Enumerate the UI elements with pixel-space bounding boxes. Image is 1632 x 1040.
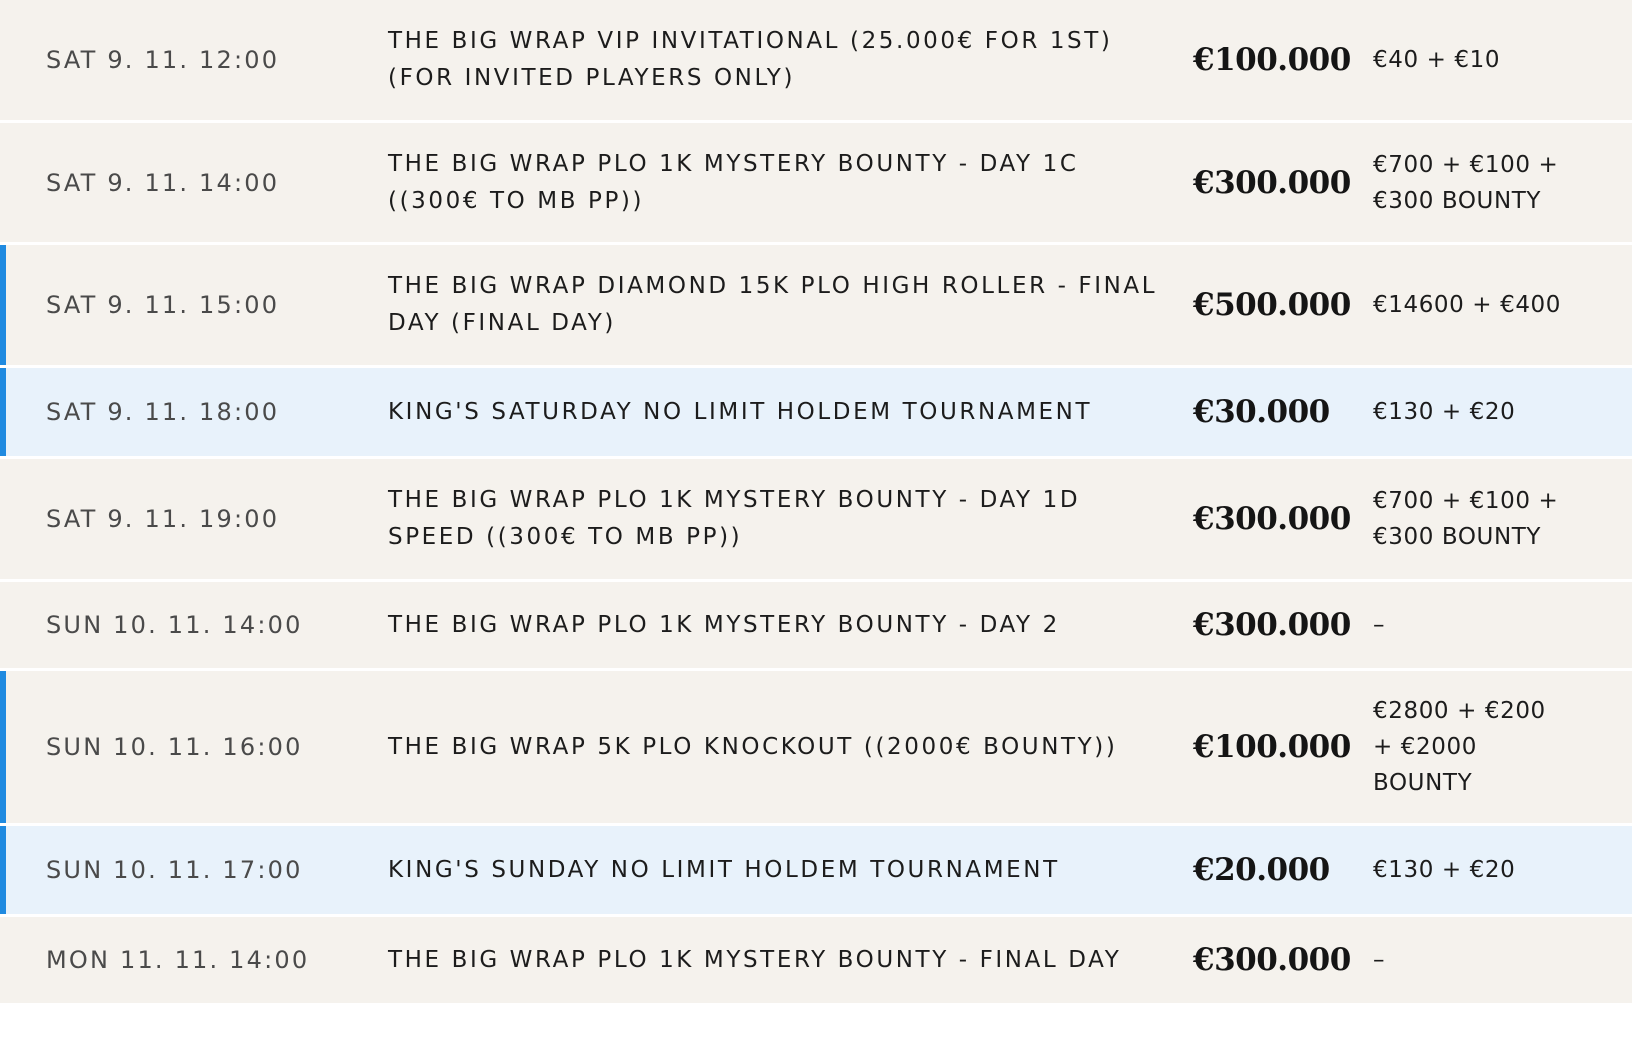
event-buy-in: €130 + €20 — [1373, 857, 1516, 883]
event-buy-in: €14600 + €400 — [1373, 292, 1562, 318]
event-date: SAT 9. 11. 19:00 — [46, 505, 280, 533]
event-date: SAT 9. 11. 18:00 — [46, 398, 280, 426]
event-buy-in: €700 + €100 + €300 BOUNTY — [1373, 488, 1559, 550]
table-row[interactable] — [0, 0, 1632, 120]
row-accent-bar — [0, 368, 6, 456]
event-date: SAT 9. 11. 14:00 — [46, 168, 280, 197]
table-row[interactable] — [0, 459, 1632, 579]
event-date: MON 11. 11. 14:00 — [46, 946, 310, 974]
table-row[interactable] — [0, 123, 1632, 242]
event-date: SUN 10. 11. 14:00 — [46, 611, 303, 639]
event-name: THE BIG WRAP PLO 1K MYSTERY BOUNTY - DAY 1D SPEED ((300€ TO MB PP)) — [388, 487, 1081, 550]
event-prize-pool: €300.000 — [1193, 942, 1351, 978]
event-prize-pool: €20.000 — [1193, 852, 1330, 888]
event-buy-in: €2800 + €200 + €2000 BOUNTY — [1373, 698, 1546, 796]
event-buy-in: €40 + €10 — [1373, 47, 1501, 73]
event-buy-in: €130 + €20 — [1373, 399, 1516, 425]
event-name: KING'S SATURDAY NO LIMIT HOLDEM TOURNAMENT — [388, 398, 1093, 425]
event-name: THE BIG WRAP DIAMOND 15K PLO HIGH ROLLER - FINAL DAY (FINAL DAY) — [388, 273, 1158, 336]
event-date: SUN 10. 11. 16:00 — [46, 733, 303, 761]
event-prize-pool: €300.000 — [1193, 501, 1351, 537]
table-row[interactable] — [0, 245, 1632, 365]
table-row[interactable] — [0, 582, 1632, 668]
row-accent-bar — [0, 245, 6, 365]
row-accent-bar — [0, 826, 6, 914]
table-row[interactable] — [0, 917, 1632, 1003]
event-prize-pool: €100.000 — [1193, 729, 1351, 765]
table-row[interactable] — [0, 826, 1632, 914]
event-buy-in: – — [1373, 947, 1386, 973]
table-row[interactable] — [0, 368, 1632, 456]
event-prize-pool: €100.000 — [1193, 42, 1351, 78]
event-buy-in: €700 + €100 + €300 BOUNTY — [1373, 151, 1559, 214]
event-name: THE BIG WRAP PLO 1K MYSTERY BOUNTY - DAY 1C ((300€ TO MB PP)) — [388, 150, 1079, 214]
event-buy-in: – — [1373, 612, 1386, 638]
event-prize-pool: €300.000 — [1193, 164, 1351, 201]
event-name: THE BIG WRAP VIP INVITATIONAL (25.000€ FOR 1ST) (FOR INVITED PLAYERS ONLY) — [388, 28, 1113, 91]
row-accent-bar — [0, 671, 6, 823]
event-date: SAT 9. 11. 15:00 — [46, 291, 280, 319]
event-date: SAT 9. 11. 12:00 — [46, 46, 280, 74]
event-prize-pool: €500.000 — [1193, 287, 1351, 323]
table-row[interactable] — [0, 671, 1632, 823]
event-prize-pool: €300.000 — [1193, 607, 1351, 643]
event-prize-pool: €30.000 — [1193, 394, 1330, 430]
event-name: THE BIG WRAP 5K PLO KNOCKOUT ((2000€ BOUNTY)) — [388, 733, 1118, 760]
event-name: THE BIG WRAP PLO 1K MYSTERY BOUNTY - DAY 2 — [388, 611, 1060, 638]
event-name: THE BIG WRAP PLO 1K MYSTERY BOUNTY - FINAL DAY — [388, 946, 1122, 973]
event-name: KING'S SUNDAY NO LIMIT HOLDEM TOURNAMENT — [388, 856, 1060, 883]
event-date: SUN 10. 11. 17:00 — [46, 856, 303, 884]
